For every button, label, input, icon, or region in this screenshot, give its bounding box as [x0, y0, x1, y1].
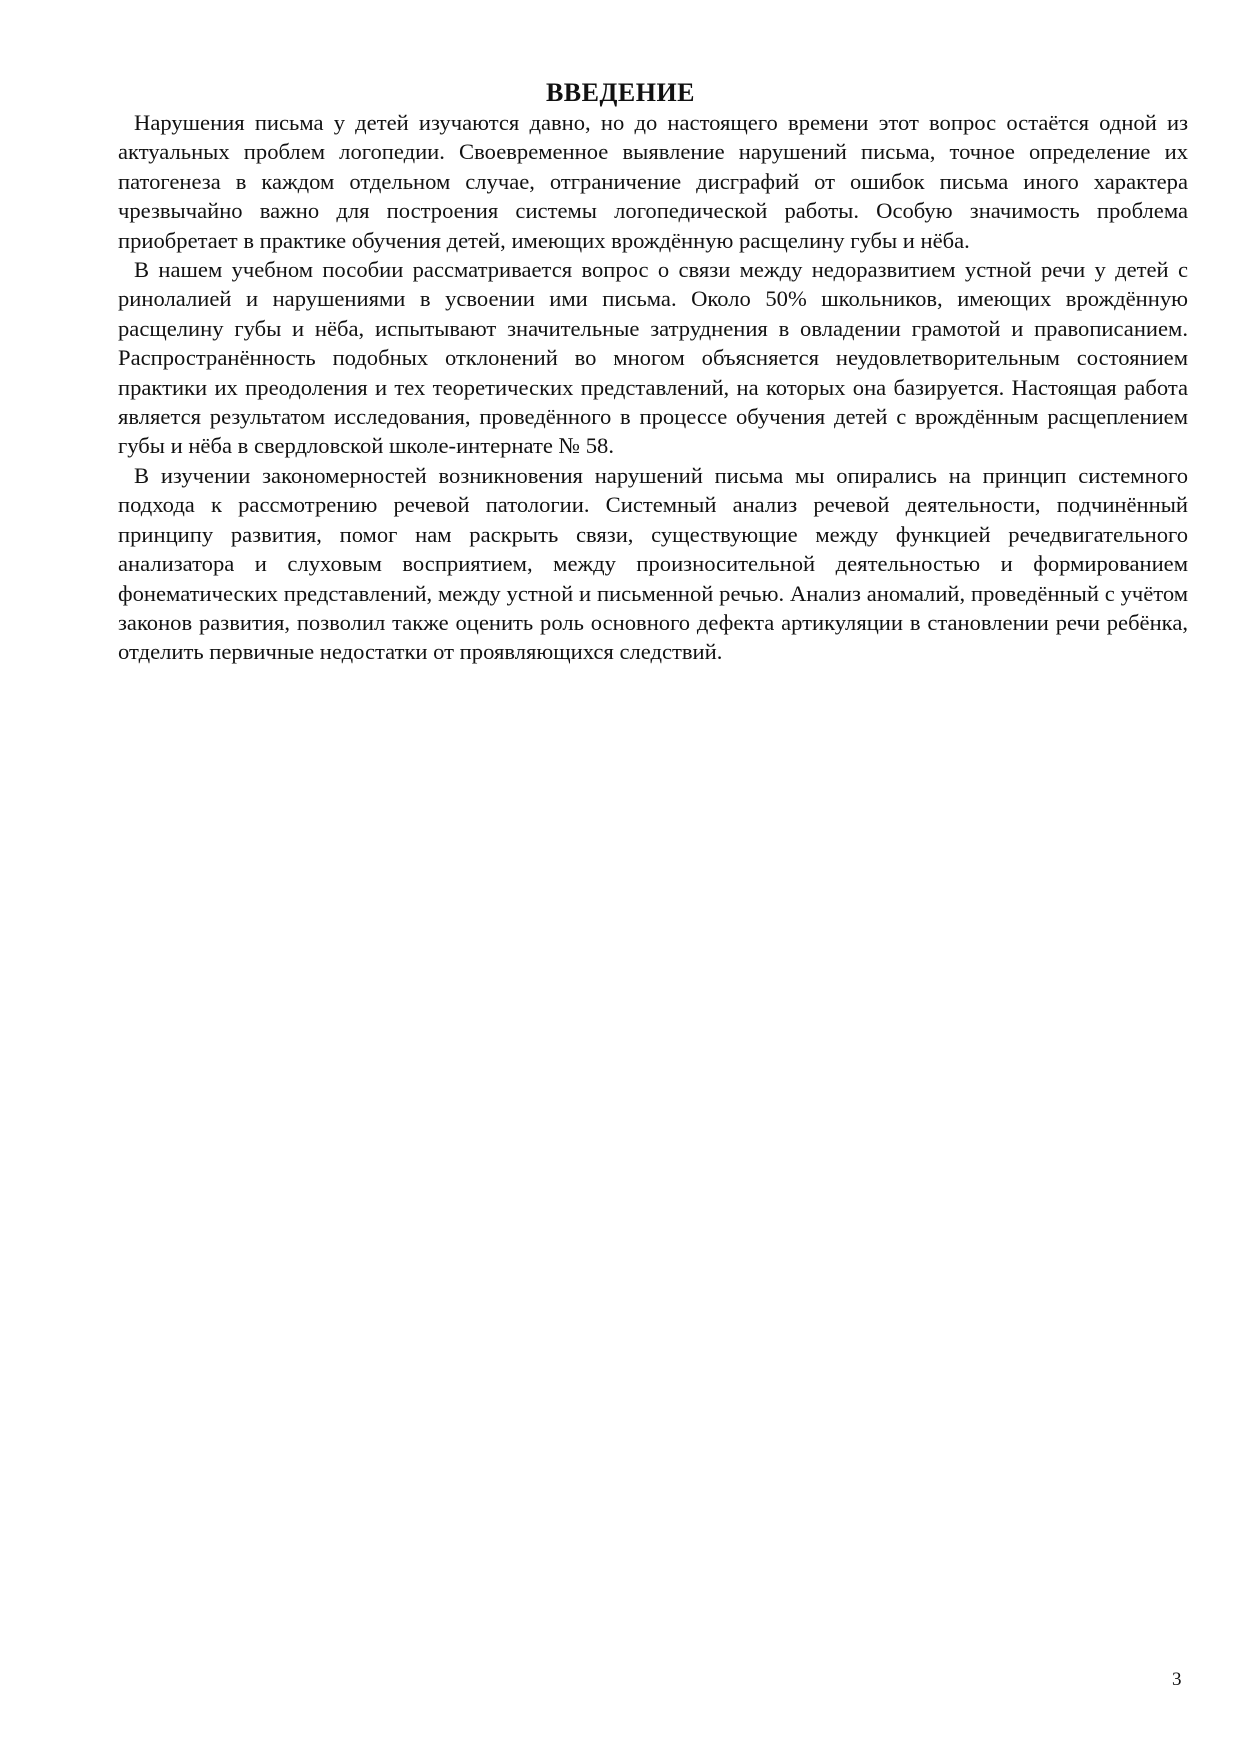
page-number: 3 [1172, 1669, 1182, 1690]
document-body [118, 108, 1188, 667]
paragraph-3: В изучении закономерностей возникновения нарушений письма мы опирались на принцип системного подхода к рассмотрению речевой патологии. Системный анализ речевой деятельности, подчинённый принципу развития, помог нам раскрыть связи, существующие между функцией речедвигательного анализатора и слуховым восприятием, между произносительной деятельностью и формированием фонематических представлений, между устной и письменной речью. Анализ аномалий, проведённый с учётом законов развития, позволил также оценить роль основного дефекта артикуляции в становлении речи ребёнка, отделить первичные недостатки от проявляющихся следствий. [118, 462, 1188, 665]
page-title: ВВЕДЕНИЕ [545, 78, 696, 108]
paragraph-2: В нашем учебном пособии рассматривается вопрос о связи между недоразвитием устной речи у детей с ринолалией и нарушениями в усвоении ими письма. Около 50% школьников, имеющих врождённую расщелину губы и нёба, испытывают значительные затруднения в овладении грамотой и правописанием. Распространённость подобных отклонений во многом объясняется неудовлетворительным состоянием практики их преодоления и тех теоретических представлений, на которых она базируется. Настоящая работа является результатом исследования, проведённого в процессе обучения детей с врождённым расщеплением губы и нёба в свердловской школе-интернате № 58. [118, 257, 1188, 459]
paragraph-1: Нарушения письма у детей изучаются давно, но до настоящего времени этот вопрос остаётся одной из актуальных проблем логопедии. Своевременное выявление нарушений письма, точное определение их патогенеза в каждом отдельном случае, отграничение дисграфий от ошибок письма иного характера чрезвычайно важно для построения системы логопедической работы. Особую значимость проблема приобретает в практике обучения детей, имеющих врождённую расщелину губы и нёба. [118, 110, 1188, 253]
